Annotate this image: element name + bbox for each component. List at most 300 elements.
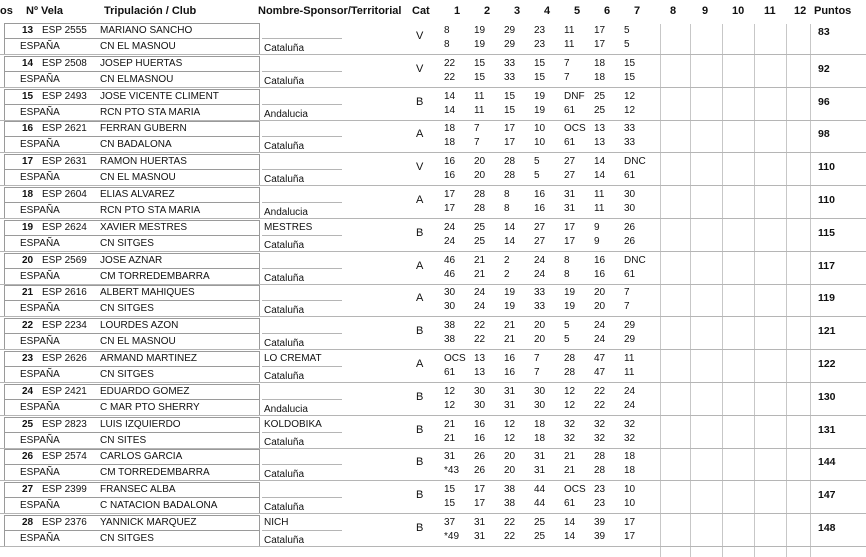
result-row xyxy=(0,120,866,153)
race-score: 33 xyxy=(534,301,546,313)
club-name: RCN PTO STA MARIA xyxy=(100,205,201,216)
race-result: 30 xyxy=(534,385,546,397)
race-score: 25 xyxy=(594,104,606,116)
category: B xyxy=(416,456,424,469)
header-race-10: 10 xyxy=(732,5,745,17)
race-score: 16 xyxy=(444,170,456,182)
sail-number: ESP 2555 xyxy=(42,25,87,36)
race-score: 17 xyxy=(564,235,576,247)
position-number: 24 xyxy=(22,385,34,397)
sponsor-underline xyxy=(262,300,342,301)
crew-name: JOSE AZNAR xyxy=(100,254,163,266)
race-result: 7 xyxy=(564,57,570,69)
race-result: 30 xyxy=(624,189,636,200)
position-number: 20 xyxy=(22,254,34,266)
race-score: 21 xyxy=(444,432,456,444)
race-result: 21 xyxy=(444,418,456,430)
total-points: 148 xyxy=(818,522,836,534)
club-name: CN EL MASNOU xyxy=(100,41,176,52)
position-number: 23 xyxy=(22,353,34,364)
territory: Cataluña xyxy=(264,436,305,448)
race-score: 22 xyxy=(444,71,456,83)
crew-name: LOURDES AZON xyxy=(100,320,179,332)
crew-name: ELIAS ALVAREZ xyxy=(100,189,175,200)
race-result: 14 xyxy=(564,517,576,528)
position-number: 13 xyxy=(22,25,34,36)
result-row xyxy=(0,219,866,252)
sail-number: ESP 2234 xyxy=(42,320,87,332)
race-score: 24 xyxy=(534,268,546,280)
race-result: DNC xyxy=(624,156,646,168)
sail-number: ESP 2631 xyxy=(42,156,87,168)
category: A xyxy=(416,194,424,206)
race-result: 38 xyxy=(504,484,516,496)
race-score: 23 xyxy=(594,498,606,510)
total-points: 144 xyxy=(818,456,836,469)
race-result: 21 xyxy=(504,320,516,332)
crew-name: JOSE VICENTE CLIMENT xyxy=(100,90,219,102)
race-score: 24 xyxy=(624,399,636,411)
category: V xyxy=(416,30,424,42)
crew-name: XAVIER MESTRES xyxy=(100,221,188,233)
sail-number: ESP 2616 xyxy=(42,287,87,299)
race-score: 30 xyxy=(474,399,486,411)
race-score: 15 xyxy=(534,71,546,83)
race-result: 18 xyxy=(624,451,636,463)
sponsor-underline xyxy=(262,235,342,236)
race-result: 15 xyxy=(504,90,516,102)
race-score: 17 xyxy=(594,39,606,50)
race-result: 18 xyxy=(534,418,546,430)
race-result: 19 xyxy=(564,287,576,299)
race-result: 5 xyxy=(624,25,630,36)
race-result: 20 xyxy=(474,156,486,168)
sail-number: ESP 2621 xyxy=(42,123,87,135)
sail-number: ESP 2823 xyxy=(42,418,87,430)
header-race-5: 5 xyxy=(574,5,581,17)
race-score: 61 xyxy=(564,104,576,116)
race-score: 30 xyxy=(444,301,456,313)
race-score: 11 xyxy=(474,104,485,116)
race-result: 15 xyxy=(474,57,486,69)
race-score: 27 xyxy=(564,170,576,182)
result-row xyxy=(0,55,866,88)
territory: Cataluña xyxy=(264,535,305,546)
country: ESPAÑA xyxy=(20,172,60,184)
race-result: 22 xyxy=(594,385,606,397)
race-score: 26 xyxy=(474,465,486,477)
race-score: 16 xyxy=(534,203,546,214)
territory: Andalucia xyxy=(264,108,308,120)
club-name: CN ELMASNOU xyxy=(100,73,174,85)
sail-number: ESP 2493 xyxy=(42,90,87,102)
race-score: 19 xyxy=(504,301,516,313)
row-separator xyxy=(0,546,866,547)
race-result: 20 xyxy=(534,320,546,332)
sail-number: ESP 2569 xyxy=(42,254,87,266)
position-number: 19 xyxy=(22,221,34,233)
race-result: 24 xyxy=(594,320,606,332)
total-points: 115 xyxy=(818,226,835,239)
result-row xyxy=(0,481,866,514)
race-score: 31 xyxy=(504,399,516,411)
sponsor-underline xyxy=(262,497,342,498)
sponsor-name: NICH xyxy=(264,517,289,528)
race-result: 17 xyxy=(594,25,606,36)
race-result: 37 xyxy=(444,517,456,528)
race-score: 21 xyxy=(504,334,516,346)
sponsor-underline xyxy=(262,333,342,334)
race-result: 26 xyxy=(474,451,486,463)
territory: Andalucia xyxy=(264,207,308,218)
race-result: 28 xyxy=(564,353,576,364)
race-result: 29 xyxy=(624,320,636,332)
race-score: 7 xyxy=(474,137,480,149)
race-score: *49 xyxy=(444,531,460,542)
result-row xyxy=(0,153,866,186)
race-score: 8 xyxy=(564,268,570,280)
race-score: 19 xyxy=(534,104,546,116)
result-row xyxy=(0,416,866,449)
crew-name: JOSEP HUERTAS xyxy=(100,57,183,69)
category: V xyxy=(416,62,424,75)
result-row xyxy=(0,186,866,219)
race-score: 15 xyxy=(504,104,516,116)
category: V xyxy=(416,161,424,174)
race-score: 10 xyxy=(624,498,636,510)
race-score: 22 xyxy=(474,334,486,346)
country: ESPAÑA xyxy=(20,106,60,118)
total-points: 96 xyxy=(818,95,830,108)
race-score: 16 xyxy=(474,432,486,444)
race-result: 12 xyxy=(564,385,576,397)
header-category: Cat xyxy=(412,5,430,17)
crew-name: RAMON HUERTAS xyxy=(100,156,187,168)
race-score: 12 xyxy=(444,399,456,411)
race-result: 14 xyxy=(594,156,606,168)
club-name: CN SITGES xyxy=(100,237,154,249)
race-result: 17 xyxy=(624,517,636,528)
race-result: 44 xyxy=(534,484,546,496)
race-result: 17 xyxy=(444,189,456,200)
sail-number: ESP 2376 xyxy=(42,517,87,528)
crew-name: CARLOS GARCIA xyxy=(100,451,183,463)
race-score: 12 xyxy=(504,432,516,444)
race-result: 22 xyxy=(504,517,516,528)
race-score: 8 xyxy=(504,203,510,214)
race-result: OCS xyxy=(444,353,466,364)
race-score: 28 xyxy=(594,465,606,477)
race-score: 10 xyxy=(534,137,546,149)
race-score: 14 xyxy=(564,531,576,542)
result-row xyxy=(0,252,866,285)
club-name: CN SITES xyxy=(100,434,147,446)
result-row xyxy=(0,448,866,481)
race-score: 61 xyxy=(624,170,636,182)
race-score: 17 xyxy=(624,531,636,542)
race-result: 11 xyxy=(594,189,605,200)
race-score: 2 xyxy=(504,268,510,280)
club-name: C MAR PTO SHERRY xyxy=(100,401,200,413)
race-result: 28 xyxy=(594,451,606,463)
category: B xyxy=(416,423,424,436)
race-result: 16 xyxy=(534,189,546,200)
sponsor-underline xyxy=(262,366,342,367)
race-score: 7 xyxy=(624,301,630,313)
club-name: CM TORREDEMBARRA xyxy=(100,467,210,479)
territory: Cataluña xyxy=(264,305,305,317)
sail-number: ESP 2626 xyxy=(42,353,87,364)
header-race-6: 6 xyxy=(604,5,611,17)
race-result: 15 xyxy=(534,57,546,69)
race-score: 61 xyxy=(564,498,576,510)
race-result: 10 xyxy=(624,484,636,496)
category: A xyxy=(416,292,424,305)
race-result: 24 xyxy=(444,221,456,233)
race-score: 23 xyxy=(534,39,546,50)
country: ESPAÑA xyxy=(20,303,60,315)
race-result: 17 xyxy=(504,123,516,135)
position-number: 28 xyxy=(22,517,34,528)
total-points: 122 xyxy=(818,358,836,370)
race-result: 46 xyxy=(444,254,456,266)
race-score: 28 xyxy=(504,170,516,182)
race-result: 24 xyxy=(474,287,486,299)
race-result: 30 xyxy=(444,287,456,299)
race-score: 14 xyxy=(504,235,516,247)
race-result: 25 xyxy=(594,90,606,102)
position-number: 18 xyxy=(22,189,34,200)
country: ESPAÑA xyxy=(20,270,60,282)
race-score: 27 xyxy=(534,235,546,247)
territory: Cataluña xyxy=(264,75,305,87)
sponsor-underline xyxy=(262,169,342,170)
race-result: 7 xyxy=(624,287,630,299)
race-score: 19 xyxy=(474,39,486,50)
race-result: 25 xyxy=(534,517,546,528)
header-position: os xyxy=(0,5,13,17)
result-row xyxy=(0,350,866,383)
race-result: 47 xyxy=(594,353,606,364)
race-result: DNF xyxy=(564,90,585,102)
crew-name: ARMAND MARTINEZ xyxy=(100,353,198,364)
race-result: 11 xyxy=(474,90,485,102)
race-score: 13 xyxy=(474,367,486,378)
race-score: 24 xyxy=(444,235,456,247)
position-number: 16 xyxy=(22,123,34,135)
sail-number: ESP 2421 xyxy=(42,385,87,397)
category: B xyxy=(416,489,424,502)
race-score: 18 xyxy=(534,432,546,444)
race-score: 31 xyxy=(564,203,576,214)
race-result: 14 xyxy=(444,90,456,102)
race-result: 14 xyxy=(504,221,516,233)
race-result: 16 xyxy=(594,254,606,266)
race-result: 33 xyxy=(534,287,546,299)
result-row xyxy=(0,284,866,317)
race-score: 20 xyxy=(504,465,516,477)
race-score: 30 xyxy=(624,203,636,214)
territory: Cataluña xyxy=(264,272,305,284)
race-score: 19 xyxy=(564,301,576,313)
total-points: 130 xyxy=(818,390,836,403)
race-result: 18 xyxy=(594,57,606,69)
race-result: 5 xyxy=(564,320,570,332)
race-score: 7 xyxy=(564,71,570,83)
race-score: 21 xyxy=(564,465,576,477)
race-score: 33 xyxy=(504,71,516,83)
race-result: 19 xyxy=(534,90,546,102)
header-race-2: 2 xyxy=(484,5,491,17)
race-result: 13 xyxy=(474,353,486,364)
header-race-12: 12 xyxy=(794,5,807,17)
country: ESPAÑA xyxy=(20,139,60,151)
race-result: 7 xyxy=(474,123,480,135)
total-points: 83 xyxy=(818,26,830,38)
race-result: 38 xyxy=(444,320,456,332)
race-result: 39 xyxy=(594,517,606,528)
total-points: 98 xyxy=(818,128,830,141)
club-name: CM TORREDEMBARRA xyxy=(100,270,210,282)
total-points: 119 xyxy=(818,292,835,305)
header-race-11: 11 xyxy=(764,5,776,17)
race-result: 12 xyxy=(444,385,456,397)
race-result: 32 xyxy=(594,418,606,430)
sponsor-name: MESTRES xyxy=(264,221,313,233)
race-result: 12 xyxy=(504,418,516,430)
territory: Andalucia xyxy=(264,403,308,415)
race-result: 20 xyxy=(504,451,516,463)
territory: Cataluña xyxy=(264,43,305,54)
crew-name: MARIANO SANCHO xyxy=(100,25,193,36)
category: B xyxy=(416,325,424,338)
header-crew-club: Tripulación / Club xyxy=(104,5,197,17)
race-score: 17 xyxy=(444,203,456,214)
race-score: 28 xyxy=(474,203,486,214)
race-score: 25 xyxy=(474,235,486,247)
race-score: 25 xyxy=(534,531,546,542)
sail-number: ESP 2399 xyxy=(42,484,87,496)
race-result: 11 xyxy=(564,25,575,36)
total-points: 121 xyxy=(818,325,836,338)
territory: Cataluña xyxy=(264,239,305,251)
race-score: 28 xyxy=(564,367,576,378)
position-number: 15 xyxy=(22,90,34,102)
position-number: 25 xyxy=(22,418,34,430)
crew-name: LUIS IZQUIERDO xyxy=(100,418,181,430)
position-number: 17 xyxy=(22,156,34,168)
race-score: 15 xyxy=(624,71,636,83)
race-result: DNC xyxy=(624,254,646,266)
country: ESPAÑA xyxy=(20,500,60,512)
race-result: 15 xyxy=(624,57,636,69)
race-score: 32 xyxy=(564,432,576,444)
race-result: 24 xyxy=(624,385,636,397)
sponsor-underline xyxy=(262,202,342,203)
race-result: 10 xyxy=(534,123,546,135)
club-name: RCN PTO STA MARIA xyxy=(100,106,201,118)
territory: Cataluña xyxy=(264,502,305,514)
race-score: 29 xyxy=(504,39,516,50)
race-result: 13 xyxy=(594,123,606,135)
race-score: 24 xyxy=(594,334,606,346)
result-row xyxy=(0,383,866,416)
race-score: 5 xyxy=(624,39,630,50)
race-result: 27 xyxy=(564,156,576,168)
country: ESPAÑA xyxy=(20,336,60,348)
position-number: 14 xyxy=(22,57,34,69)
race-score: 18 xyxy=(444,137,456,149)
country: ESPAÑA xyxy=(20,205,60,216)
header-race-7: 7 xyxy=(634,5,641,17)
race-score: 11 xyxy=(594,203,605,214)
race-result: 26 xyxy=(624,221,636,233)
position-number: 26 xyxy=(22,451,34,463)
sail-number: ESP 2624 xyxy=(42,221,87,233)
race-score: 38 xyxy=(504,498,516,510)
race-result: 5 xyxy=(534,156,540,168)
race-score: 22 xyxy=(504,531,516,542)
race-result: 11 xyxy=(624,353,635,364)
race-score: 29 xyxy=(624,334,636,346)
total-points: 147 xyxy=(818,489,836,502)
total-points: 131 xyxy=(818,423,836,436)
race-score: 11 xyxy=(564,39,575,50)
sponsor-underline xyxy=(262,136,342,137)
race-score: 14 xyxy=(594,170,606,182)
country: ESPAÑA xyxy=(20,369,60,380)
race-result: 15 xyxy=(444,484,456,496)
race-score: 18 xyxy=(624,465,636,477)
result-row xyxy=(0,514,866,547)
position-number: 21 xyxy=(22,287,34,299)
race-result: OCS xyxy=(564,123,586,135)
race-result: 16 xyxy=(444,156,456,168)
race-result: 2 xyxy=(504,254,510,266)
sponsor-underline xyxy=(262,399,342,400)
country: ESPAÑA xyxy=(20,401,60,413)
country: ESPAÑA xyxy=(20,41,60,52)
race-result: 27 xyxy=(534,221,546,233)
country: ESPAÑA xyxy=(20,467,60,479)
position-number: 22 xyxy=(22,320,34,332)
territory: Cataluña xyxy=(264,141,305,153)
race-score: 30 xyxy=(534,399,546,411)
race-result: 31 xyxy=(474,517,486,528)
race-score: 16 xyxy=(504,367,516,378)
race-result: 33 xyxy=(624,123,636,135)
sponsor-underline xyxy=(262,464,342,465)
race-result: 28 xyxy=(504,156,516,168)
country: ESPAÑA xyxy=(20,533,60,544)
race-score: 9 xyxy=(594,235,600,247)
race-score: *43 xyxy=(444,465,460,477)
category: B xyxy=(416,226,424,239)
crew-name: YANNICK MARQUEZ xyxy=(100,517,197,528)
race-score: 31 xyxy=(534,465,546,477)
race-score: 8 xyxy=(444,39,450,50)
race-score: 44 xyxy=(534,498,546,510)
race-result: 25 xyxy=(474,221,486,233)
club-name: C NATACION BADALONA xyxy=(100,500,218,512)
race-result: 29 xyxy=(504,25,516,36)
race-score: 12 xyxy=(624,104,636,116)
club-name: CN EL MASNOU xyxy=(100,172,176,184)
country: ESPAÑA xyxy=(20,237,60,249)
race-score: 39 xyxy=(594,531,606,542)
race-result: 16 xyxy=(474,418,486,430)
race-result: OCS xyxy=(564,484,586,496)
